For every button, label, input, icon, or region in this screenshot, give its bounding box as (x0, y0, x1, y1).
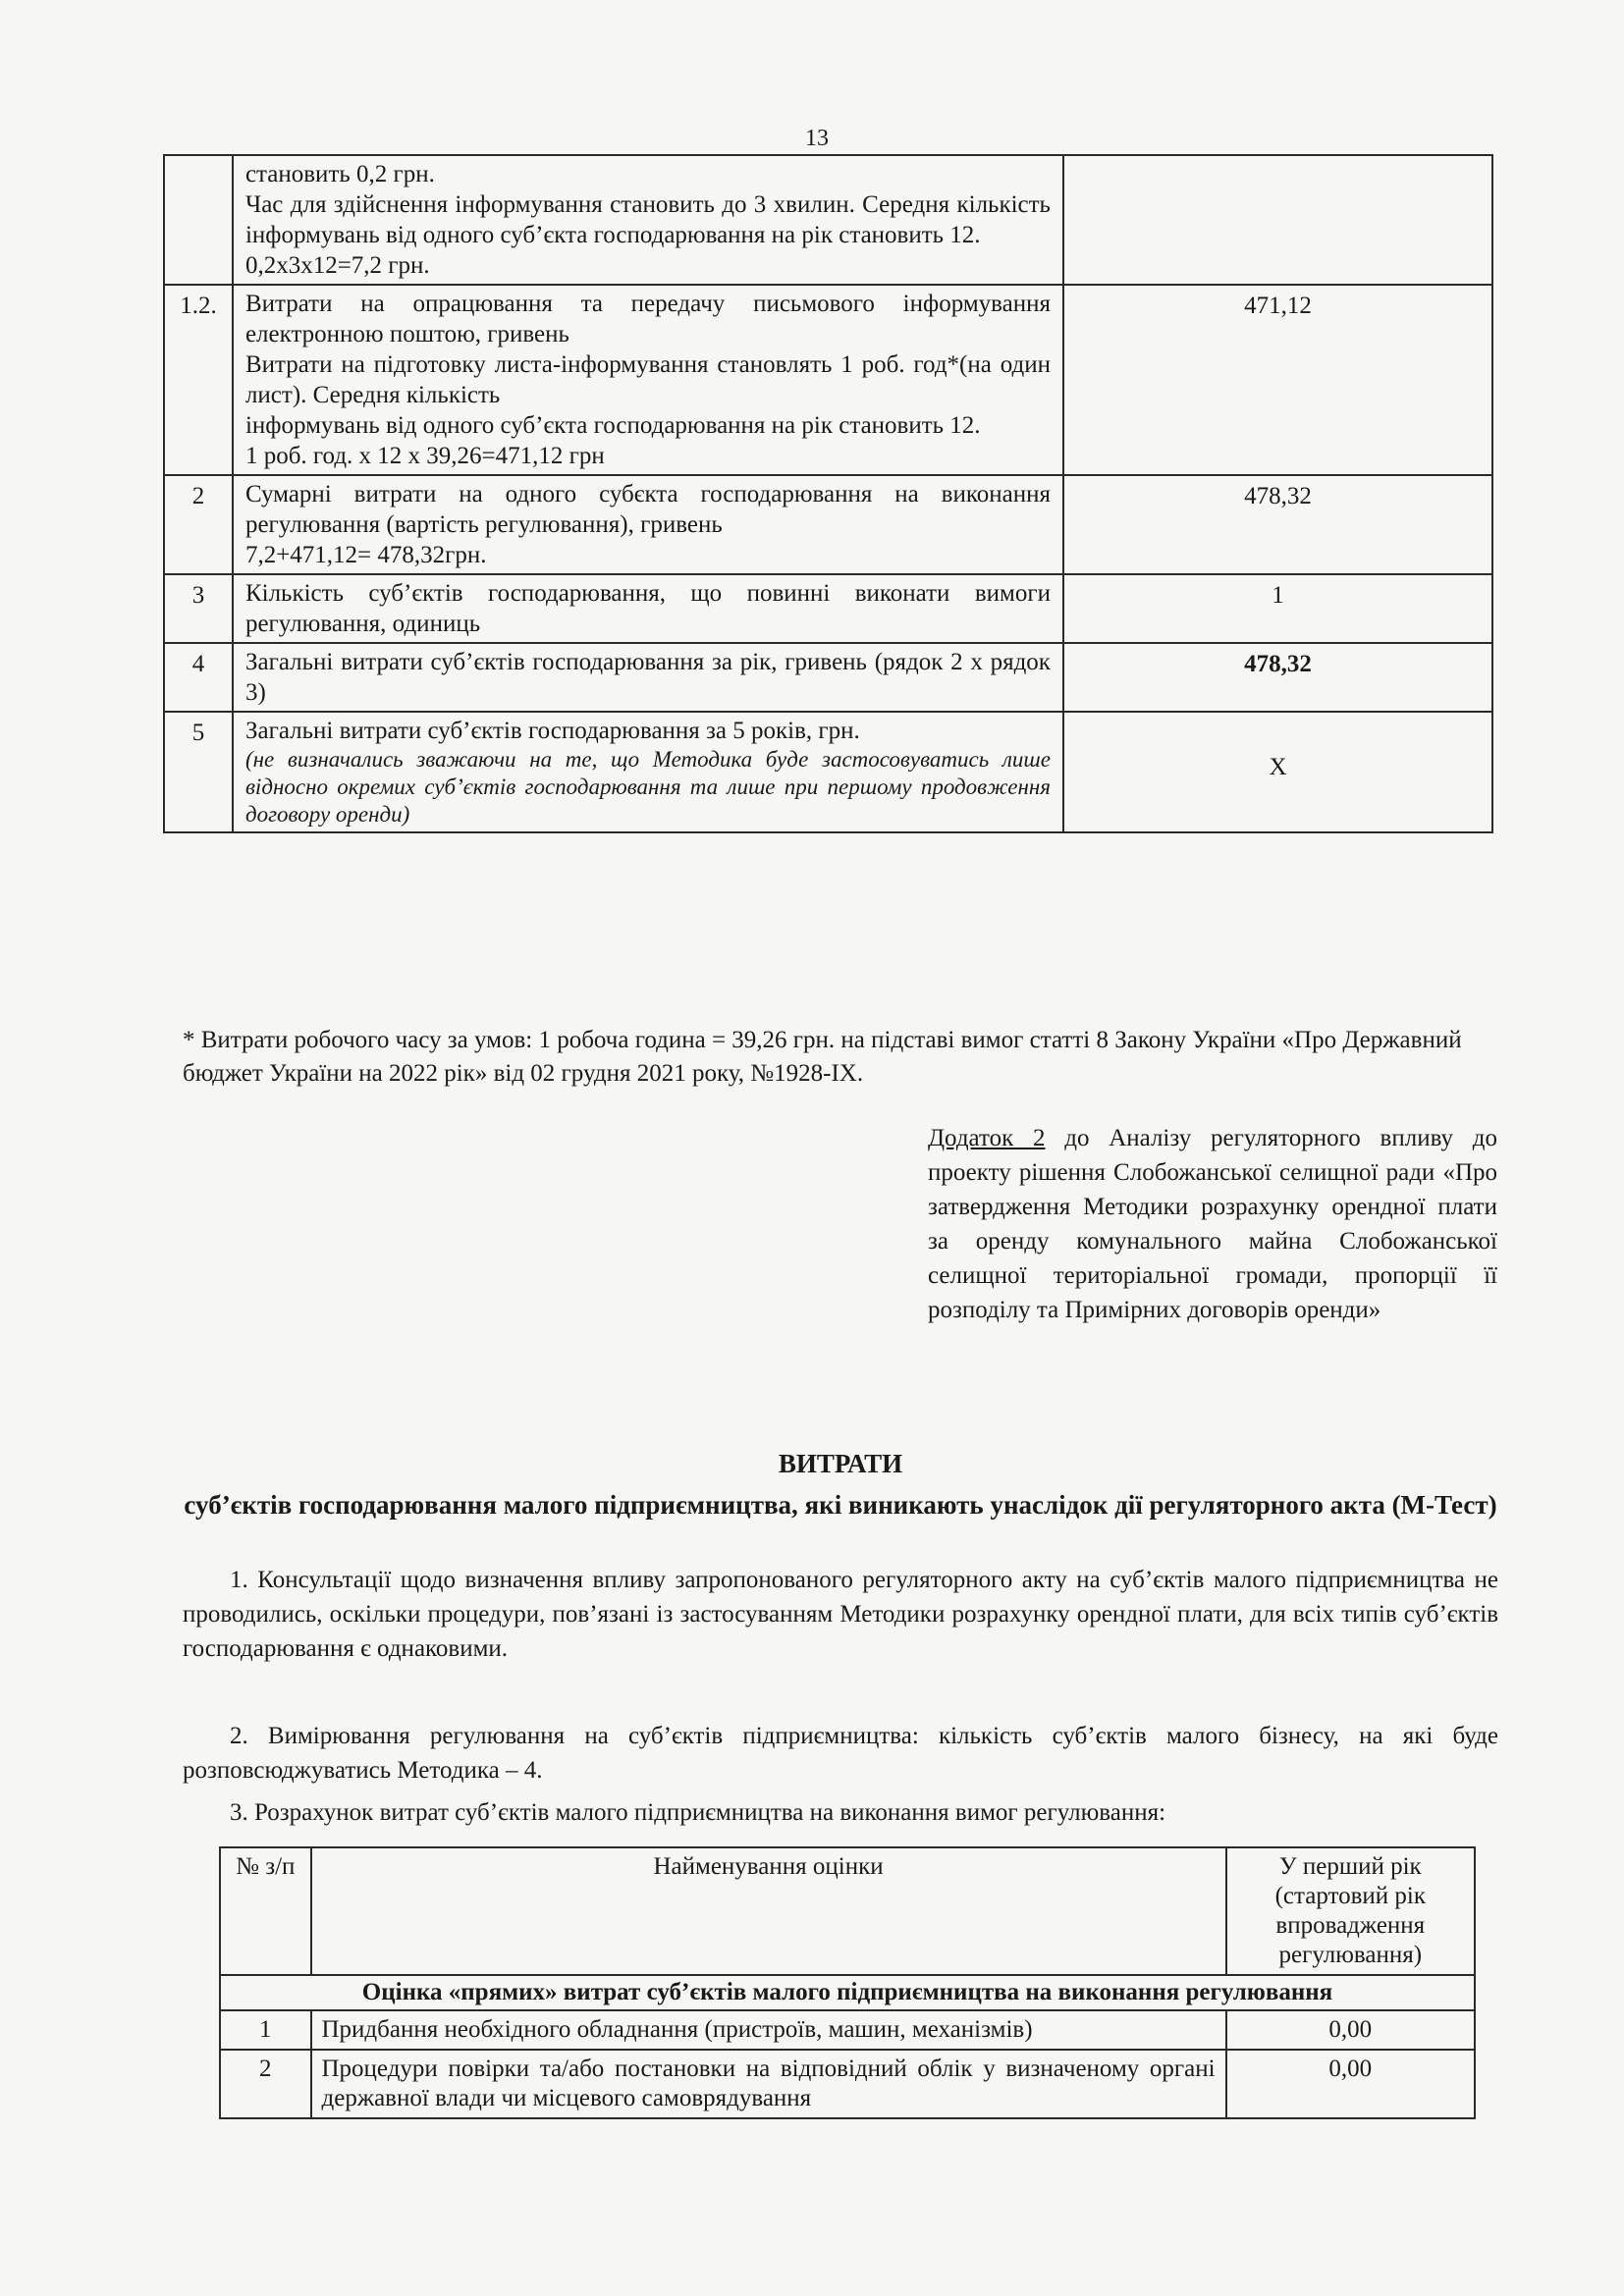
section-row (220, 1975, 1475, 2010)
row-number (164, 155, 233, 285)
row-number: 2 (164, 475, 233, 574)
row-number: 3 (164, 574, 233, 643)
table-row (164, 643, 1492, 712)
description-line: Витрати на опрацювання та передачу письмового інформування електронною поштою, гривень (244, 291, 1051, 347)
row-description (233, 285, 1063, 475)
section-title: ВИТРАТИ (778, 1449, 903, 1478)
section-subtitle: суб’єктів господарювання малого підприємництва, які виникають унаслідок дії регуляторного акта (М-Тест) (184, 1490, 1497, 1520)
paragraph: 2. Вимірювання регулювання на суб’єктів підприємництва: кількість суб’єктів малого бізнесу, на які буде розповсюджуватись Методика – 4. (183, 1723, 1498, 1784)
description-line: 0,2х3х12=7,2 грн. (244, 252, 430, 279)
table-row (220, 2010, 1475, 2050)
row-description (233, 712, 1063, 832)
footnote: * Витрати робочого часу за умов: 1 робоча година = 39,26 грн. на підставі вимог статті 8 Закону України «Про Державний бюджет України на 2022 рік» від 02 грудня 2021 року, №1928-IX. (183, 1027, 1462, 1087)
row-name: Процедури повірки та/або постановки на відповідний облік у визначеному органі державної влади чи місцевого самоврядування (311, 2050, 1226, 2118)
row-description (233, 643, 1063, 712)
table-header-row (220, 1847, 1475, 1975)
cost-table (163, 154, 1493, 833)
description-line: 1 роб. год. х 12 х 39,26=471,12 грн (244, 443, 605, 469)
description-line: становить 0,2 грн. (244, 161, 435, 187)
row-number: 1.2. (164, 285, 233, 475)
row-value: 478,32 (1063, 643, 1492, 712)
column-header-number: № з/п (220, 1847, 311, 1975)
row-value: 0,00 (1226, 2010, 1475, 2050)
description-line: 7,2+471,12= 478,32грн. (244, 542, 487, 568)
description-line: Кількість суб’єктів господарювання, що повинні виконати вимоги регулювання, одиниць (244, 580, 1051, 637)
row-number: 2 (220, 2050, 311, 2118)
row-description (233, 475, 1063, 574)
description-line: інформувань від одного суб’єкта господарювання на рік становить 12. (244, 412, 981, 439)
addendum-text: до Аналізу регуляторного впливу до проекту рішення Слобожанської селищної ради «Про затвердження Методики розрахунку орендної плати за оренду комунального майна Слобожанської селищної територіальної громади, пропорції її розподілу та Примірних договорів оренди» (928, 1125, 1498, 1323)
m-test-table (219, 1846, 1476, 2119)
table-row (164, 712, 1492, 832)
row-value: Х (1063, 712, 1492, 832)
table-row (220, 2050, 1475, 2118)
table-row (164, 155, 1492, 285)
row-number: 4 (164, 643, 233, 712)
description-line: Сумарні витрати на одного субєкта господарювання на виконання регулювання (вартість регулювання), гривень (244, 481, 1051, 538)
description-line: Час для здійснення інформування становить до 3 хвилин. Середня кількість інформувань від одного суб’єкта господарювання на рік становить 12. (244, 191, 1051, 248)
column-header-name: Найменування оцінки (311, 1847, 1226, 1975)
addendum-label: Додаток 2 (928, 1125, 1046, 1151)
description-line: Загальні витрати суб’єктів господарювання за 5 років, грн. (244, 718, 860, 744)
row-description (233, 155, 1063, 285)
page-number: 13 (805, 126, 829, 151)
row-value: 478,32 (1063, 475, 1492, 574)
table-row (164, 285, 1492, 475)
row-number: 1 (220, 2010, 311, 2050)
row-value: 0,00 (1226, 2050, 1475, 2118)
description-note: (не визначались зважаючи на те, що Методика буде застосовуватись лише відносно окремих суб’єктів господарювання та лише при першому продовження договору оренди) (244, 747, 1051, 827)
row-value (1063, 155, 1492, 285)
row-value: 1 (1063, 574, 1492, 643)
row-number: 5 (164, 712, 233, 832)
paragraph: 1. Консультації щодо визначення впливу запропонованого регуляторного акту на суб’єктів малого підприємництва не проводились, оскільки процедури, пов’язані із застосуванням Методики розрахунку орендної плати, для всіх типів суб’єктів господарювання є однаковими. (183, 1567, 1498, 1662)
paragraph: 3. Розрахунок витрат суб’єктів малого підприємництва на виконання вимог регулювання: (230, 1799, 1166, 1826)
column-header-first-year: У перший рік (стартовий рік впровадження регулювання) (1226, 1847, 1475, 1975)
table-row (164, 574, 1492, 643)
table-row (164, 475, 1492, 574)
description-line: Загальні витрати суб’єктів господарювання за рік, гривень (рядок 2 х рядок 3) (244, 649, 1051, 706)
row-value: 471,12 (1063, 285, 1492, 475)
section-heading: Оцінка «прямих» витрат суб’єктів малого підприємництва на виконання регулювання (220, 1975, 1475, 2010)
row-description (233, 574, 1063, 643)
description-line: Витрати на підготовку листа-інформування становлять 1 роб. год*(на один лист). Середня кількість (244, 351, 1051, 408)
row-name: Придбання необхідного обладнання (пристроїв, машин, механізмів) (311, 2010, 1226, 2050)
addendum-note (928, 1121, 1497, 1327)
